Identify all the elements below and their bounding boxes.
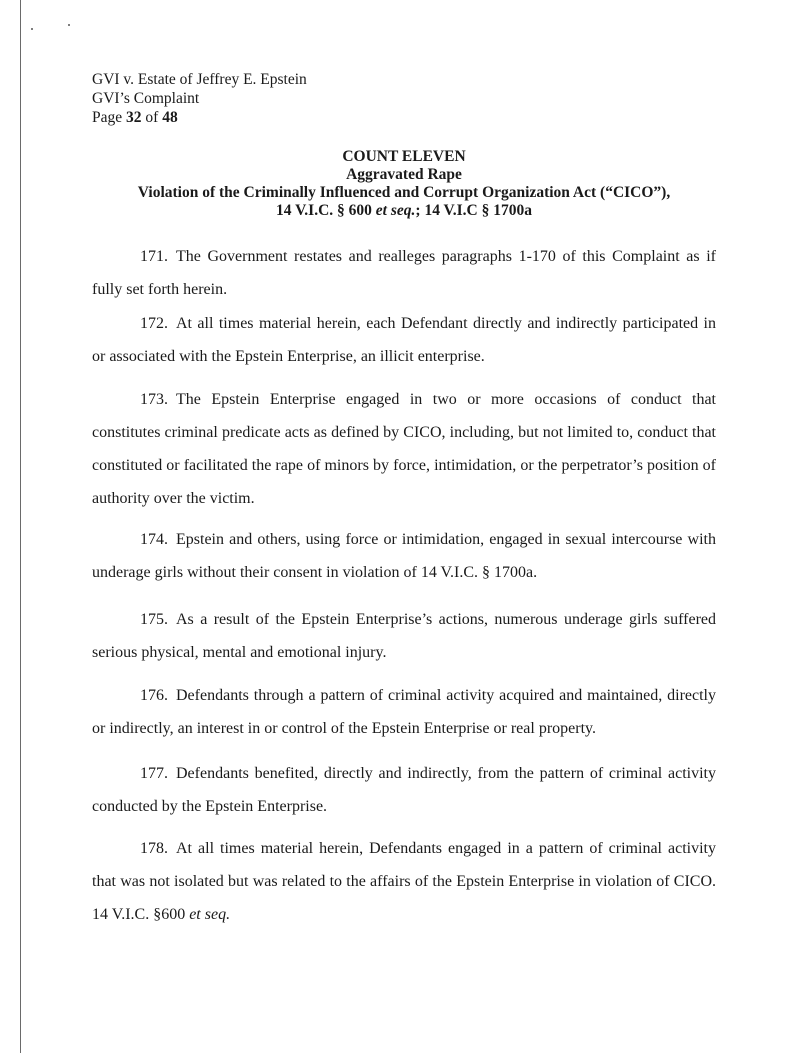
paragraph-line: that was not isolated but was related to the affairs of the Epstein Enterprise in violation of CICO.: [92, 873, 716, 890]
paragraph-line: or associated with the Epstein Enterprise, an illicit enterprise.: [92, 348, 485, 365]
paragraph-line: 14 V.I.C. §600 et seq.: [92, 906, 231, 923]
paragraph-line: serious physical, mental and emotional injury.: [92, 644, 387, 661]
document-name: GVI’s Complaint: [92, 90, 200, 107]
paragraph-line: fully set forth herein.: [92, 281, 228, 298]
paragraph-line: 176. Defendants through a pattern of criminal activity acquired and maintained, directly: [92, 679, 716, 712]
paragraph-line: 175. As a result of the Epstein Enterprise’s actions, numerous underage girls suffered: [92, 603, 716, 636]
paragraph-line: 177. Defendants benefited, directly and indirectly, from the pattern of criminal activity: [92, 757, 716, 790]
paragraph-line: underage girls without their consent in violation of 14 V.I.C. § 1700a.: [92, 564, 538, 581]
page-total: 48: [162, 109, 178, 126]
paragraph-177: [92, 757, 716, 823]
case-name: GVI v. Estate of Jeffrey E. Epstein: [92, 71, 307, 88]
count-statute-heading: Violation of the Criminally Influenced and Corrupt Organization Act (“CICO”),: [137, 184, 671, 201]
paragraph-174: [92, 523, 716, 589]
scan-speck: [68, 24, 70, 26]
paragraph-line: constitutes criminal predicate acts as defined by CICO, including, but not limited to, conduct that: [92, 424, 716, 441]
paragraph-173: [92, 383, 716, 515]
paragraph-178: [92, 832, 716, 931]
count-citation-heading: 14 V.I.C. § 600 et seq.; 14 V.I.C § 1700a: [276, 202, 532, 219]
paragraph-line: 171. The Government restates and realleges paragraphs 1-170 of this Complaint as if: [92, 240, 716, 273]
paragraph-line: conducted by the Epstein Enterprise.: [92, 798, 328, 815]
paragraph-172: [92, 307, 716, 373]
paragraph-number: 178.: [140, 840, 168, 857]
et-seq-italic: et seq.: [375, 202, 416, 219]
page-current: 32: [126, 109, 142, 126]
paragraph-line: constituted or facilitated the rape of minors by force, intimidation, or the perpetrator’s position of: [92, 457, 716, 474]
page-number: Page 32 of 48: [92, 109, 178, 126]
paragraph-line: 172. At all times material herein, each Defendant directly and indirectly participated in: [92, 307, 716, 340]
count-title-heading: Aggravated Rape: [346, 166, 462, 183]
scan-margin-line: [20, 0, 21, 1053]
paragraph-number: 172.: [140, 315, 168, 332]
paragraph-line: authority over the victim.: [92, 490, 255, 507]
paragraph-number: 175.: [140, 611, 168, 628]
paragraph-number: 171.: [140, 248, 168, 265]
paragraph-line: 174. Epstein and others, using force or intimidation, engaged in sexual intercourse with: [92, 523, 716, 556]
paragraph-number: 177.: [140, 765, 168, 782]
paragraph-line: 178. At all times material herein, Defendants engaged in a pattern of criminal activity: [92, 832, 716, 865]
paragraph-number: 174.: [140, 531, 168, 548]
case-caption: [92, 70, 307, 127]
paragraph-line: or indirectly, an interest in or control of the Epstein Enterprise or real property.: [92, 720, 596, 737]
scan-speck: [31, 28, 33, 30]
paragraph-number: 176.: [140, 687, 168, 704]
et-seq-italic: et seq.: [189, 906, 231, 923]
paragraph-line: 173. The Epstein Enterprise engaged in two or more occasions of conduct that: [92, 383, 716, 416]
paragraph-175: [92, 603, 716, 669]
paragraph-176: [92, 679, 716, 745]
paragraph-171: [92, 240, 716, 306]
paragraph-number: 173.: [140, 391, 168, 408]
count-number-heading: COUNT ELEVEN: [342, 148, 466, 165]
